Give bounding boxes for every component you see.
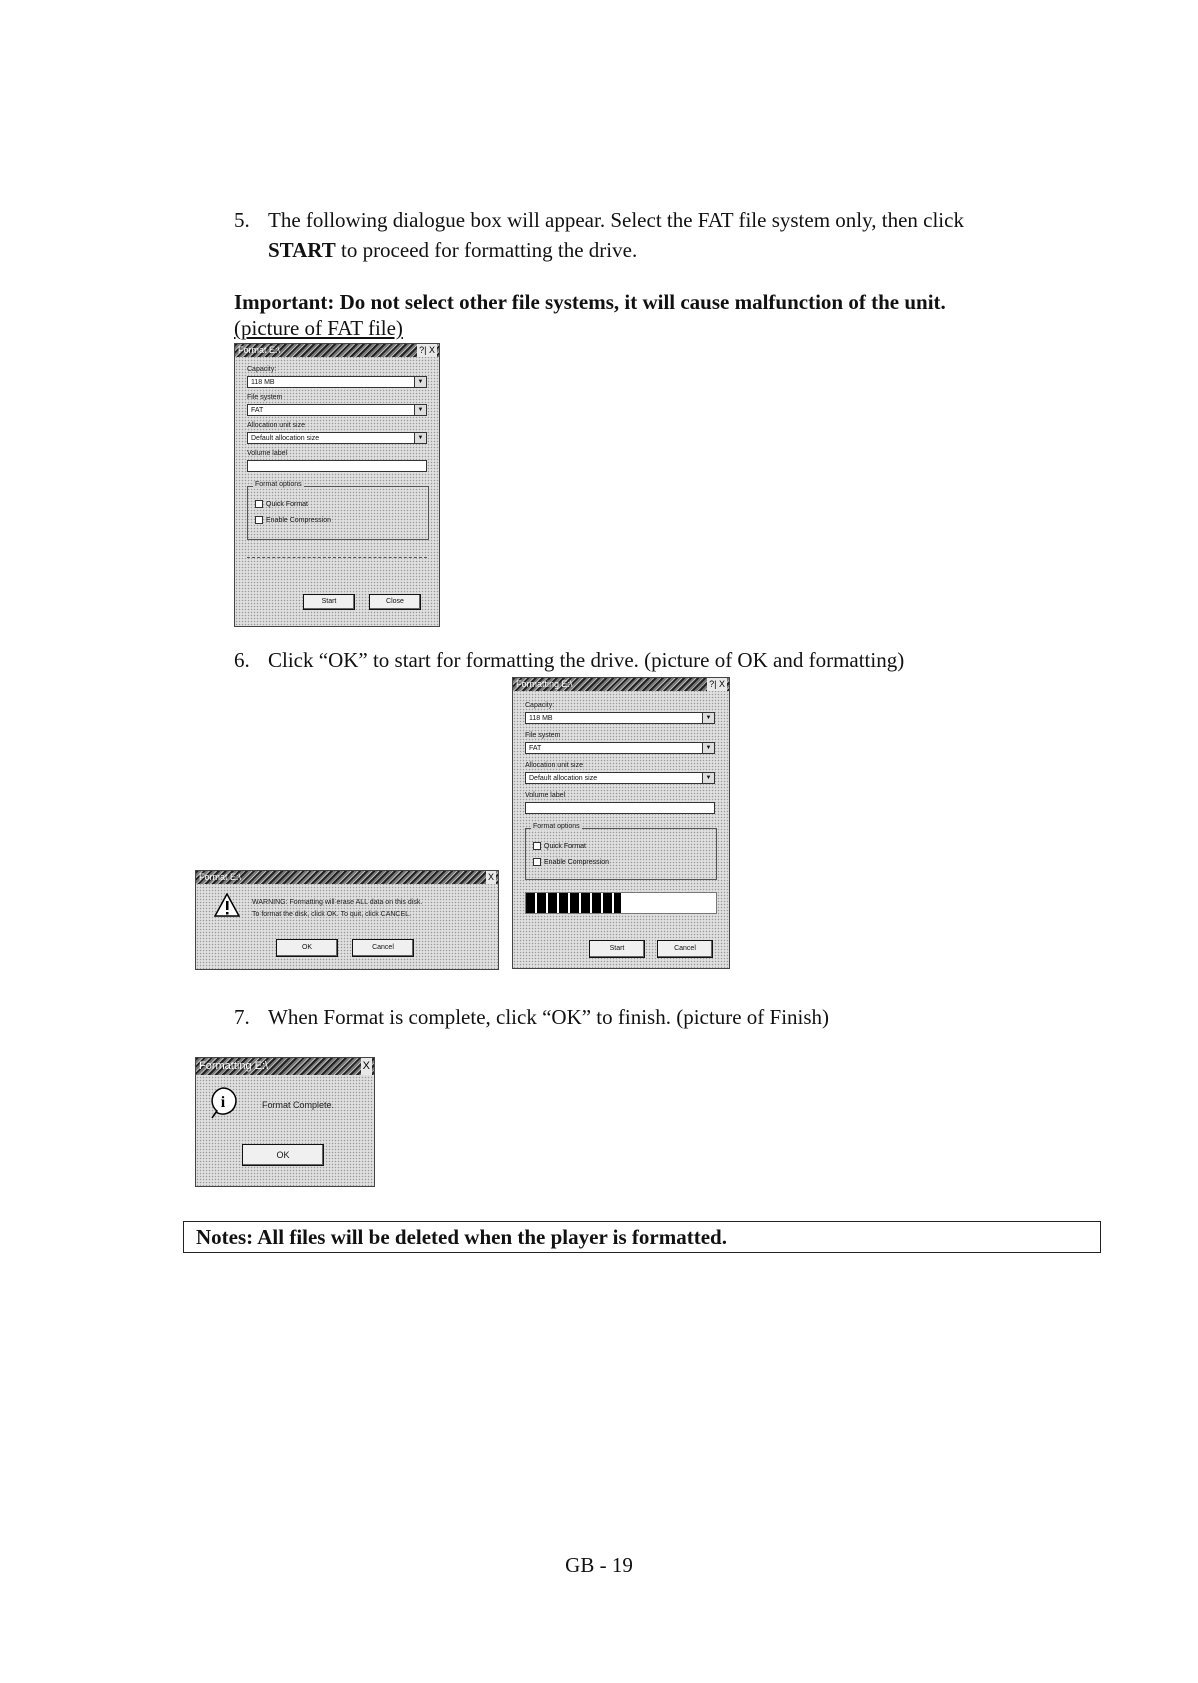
filesystem-label: File system [247, 394, 283, 401]
quick-format-checkbox[interactable]: Quick Format [533, 842, 586, 850]
format-options-label: Format options [255, 481, 302, 488]
format-options-label: Format options [533, 823, 580, 830]
help-close-icon[interactable]: ?| X [419, 345, 435, 355]
warning-dialog [195, 870, 499, 970]
allocation-select[interactable]: Default allocation size ▼ [525, 772, 715, 784]
filesystem-label: File system [525, 732, 561, 739]
info-icon [208, 1086, 238, 1120]
chevron-down-icon: ▼ [702, 743, 714, 753]
warning-dialog-titlebar [196, 871, 498, 884]
filesystem-select[interactable]: FAT ▼ [525, 742, 715, 754]
chevron-down-icon: ▼ [414, 405, 426, 415]
format-options-group [525, 828, 717, 880]
page-number: GB - 19 [565, 1553, 633, 1577]
important-warning: Important: Do not select other file systems, it will cause malfunction of the unit. [234, 290, 946, 314]
chevron-down-icon: ▼ [414, 377, 426, 387]
divider [247, 557, 427, 558]
complete-dialog-title: Formatting E:\ [199, 1060, 269, 1072]
format-dialog [234, 343, 440, 627]
step-7 [234, 1004, 1134, 1032]
step-5-line-1: The following dialogue box will appear. Select the FAT file system only, then click [268, 208, 964, 232]
chevron-down-icon: ▼ [702, 713, 714, 723]
step-6 [234, 647, 1134, 675]
step-number: 6. [234, 648, 250, 672]
formatting-dialog-titlebar [513, 678, 729, 691]
warning-icon [214, 893, 240, 917]
volume-label-input[interactable] [525, 802, 715, 814]
ok-button[interactable]: OK [276, 939, 338, 957]
start-button[interactable]: Start [589, 940, 645, 958]
capacity-label: Capacity: [247, 366, 277, 373]
ok-button[interactable]: OK [242, 1144, 324, 1166]
warning-dialog-title: Format E:\ [199, 872, 242, 882]
step-number: 7. [234, 1005, 250, 1029]
close-button[interactable]: Close [369, 594, 421, 610]
help-close-icon[interactable]: ?| X [709, 679, 725, 689]
formatting-dialog-title: Formatting E:\ [516, 679, 573, 689]
volume-label-input[interactable] [247, 460, 427, 472]
close-icon[interactable]: X [487, 872, 494, 882]
allocation-label: Allocation unit size [525, 762, 583, 769]
capacity-select[interactable]: 118 MB ▼ [247, 376, 427, 388]
progress-bar [525, 892, 717, 914]
format-complete-message: Format Complete. [262, 1100, 335, 1110]
step-5-line-2 [268, 237, 637, 264]
formatting-dialog [512, 677, 730, 969]
format-complete-dialog [195, 1057, 375, 1187]
start-keyword: START [268, 238, 336, 262]
step-number: 5. [234, 208, 250, 232]
notes-box: Notes: All files will be deleted when the player is formatted. [183, 1221, 1101, 1253]
capacity-label: Capacity: [525, 702, 555, 709]
complete-dialog-titlebar [196, 1058, 374, 1075]
start-button[interactable]: Start [303, 594, 355, 610]
chevron-down-icon: ▼ [414, 433, 426, 443]
svg-text:i: i [220, 1094, 226, 1111]
progress-fill [526, 893, 621, 913]
filesystem-select[interactable]: FAT ▼ [247, 404, 427, 416]
compression-checkbox[interactable]: Enable Compression [533, 858, 609, 866]
fat-picture-caption: (picture of FAT file) [234, 316, 403, 340]
quick-format-checkbox[interactable]: Quick Format [255, 500, 308, 508]
step-6-text: Click “OK” to start for formatting the drive. (picture of OK and formatting) [268, 648, 905, 672]
chevron-down-icon: ▼ [702, 773, 714, 783]
format-dialog-title: Format E:\ [238, 345, 281, 355]
capacity-select[interactable]: 118 MB ▼ [525, 712, 715, 724]
step-7-text: When Format is complete, click “OK” to finish. (picture of Finish) [268, 1005, 830, 1029]
step-5 [234, 207, 1134, 267]
cancel-button[interactable]: Cancel [657, 940, 713, 958]
format-dialog-titlebar [235, 344, 439, 357]
compression-checkbox[interactable]: Enable Compression [255, 516, 331, 524]
cancel-button[interactable]: Cancel [352, 939, 414, 957]
step-5-line-2-rest: to proceed for formatting the drive. [335, 238, 638, 262]
close-icon[interactable]: X [361, 1058, 372, 1075]
allocation-select[interactable]: Default allocation size ▼ [247, 432, 427, 444]
warning-line-1: WARNING: Formatting will erase ALL data on this disk. [252, 899, 423, 906]
volume-label-label: Volume label [247, 450, 288, 457]
format-options-group [247, 486, 429, 540]
allocation-label: Allocation unit size [247, 422, 305, 429]
volume-label-label: Volume label [525, 792, 566, 799]
warning-line-2: To format the disk, click OK. To quit, click CANCEL. [252, 911, 411, 918]
